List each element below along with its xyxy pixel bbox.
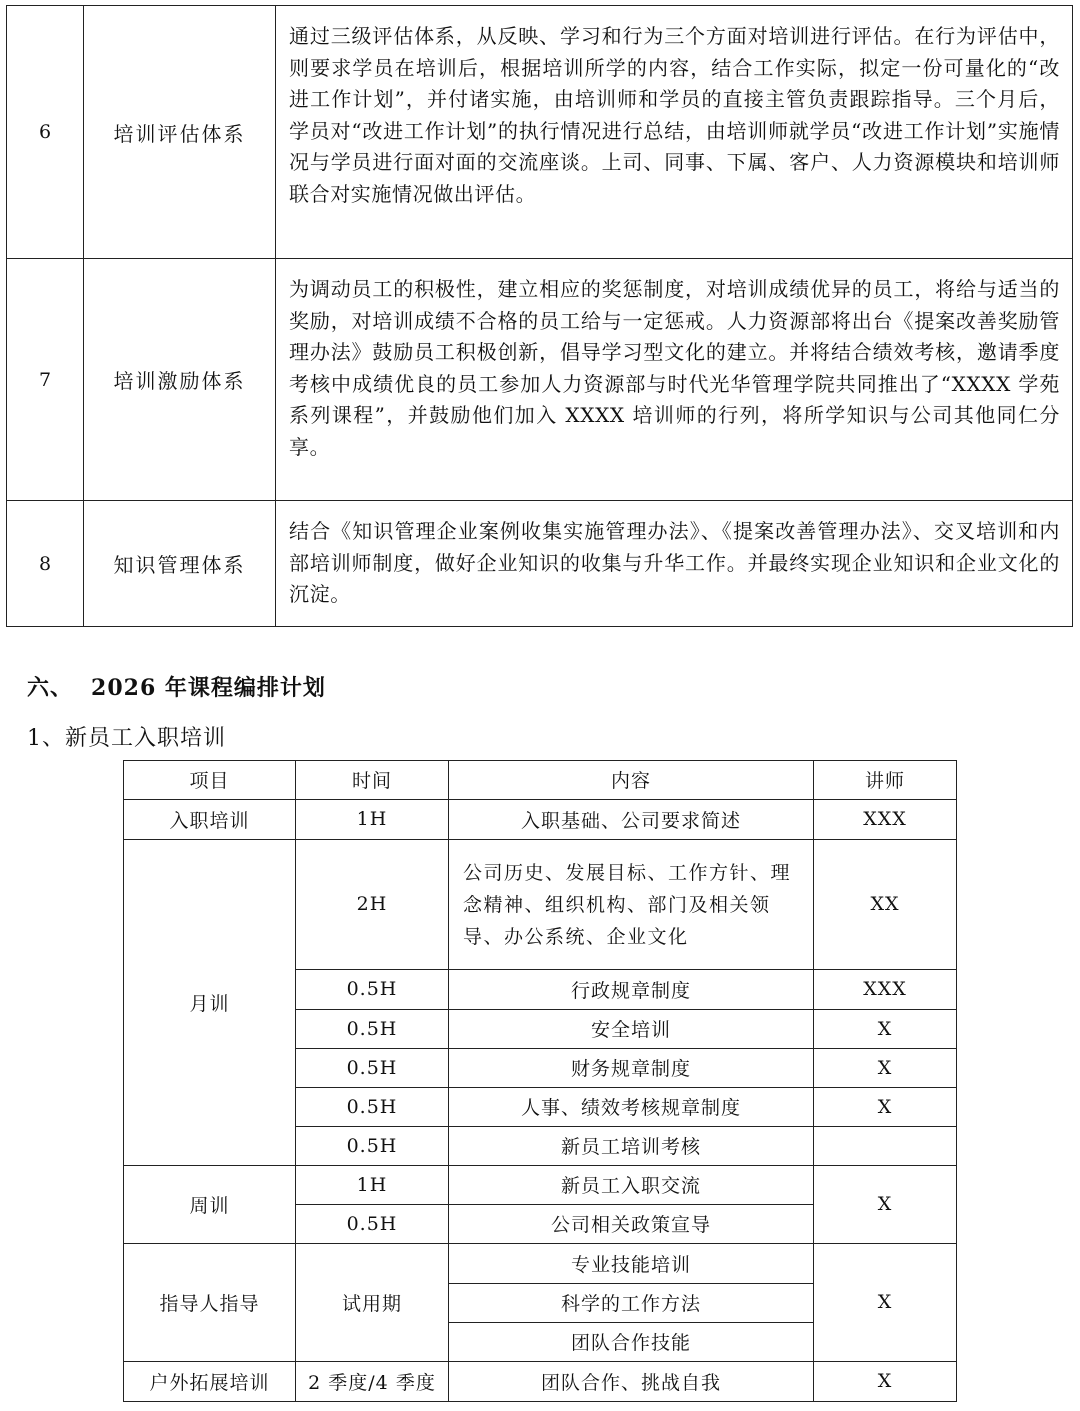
content-cell: 财务规章制度	[449, 1048, 814, 1087]
table-row	[124, 1243, 957, 1283]
row-number: 6	[7, 6, 84, 259]
lecturer-cell: X	[814, 1048, 957, 1087]
system-name: 培训评估体系	[84, 6, 276, 259]
section-heading	[27, 671, 326, 702]
content-cell: 专业技能培训	[449, 1243, 814, 1283]
item-cell: 周训	[124, 1165, 296, 1243]
system-name: 培训激励体系	[84, 259, 276, 501]
table-row	[124, 839, 957, 969]
system-name: 知识管理体系	[84, 501, 276, 627]
table-row	[124, 799, 957, 839]
time-cell: 0.5H	[296, 1087, 449, 1126]
content-cell: 人事、绩效考核规章制度	[449, 1087, 814, 1126]
system-description: 为调动员工的积极性，建立相应的奖惩制度，对培训成绩优异的员工，将给与适当的奖励，对培训成绩不合格的员工给与一定惩戒。人力资源部将出台《提案改善奖励管理办法》鼓励员工积极创新，倡导学习型文化的建立。并将结合绩效考核，邀请季度考核中成绩优良的员工参加人力资源部与时代光华管理学院共同推出了“XXXX 学苑系列课程”，并鼓励他们加入 XXXX 培训师的行列，将所学知识与公司其他同仁分享。	[276, 259, 1073, 501]
course-schedule-table	[123, 760, 957, 1402]
item-cell: 户外拓展培训	[124, 1361, 296, 1401]
time-cell: 0.5H	[296, 969, 449, 1009]
table-row	[7, 6, 1073, 259]
lecturer-cell	[814, 1126, 957, 1165]
row-number: 8	[7, 501, 84, 627]
item-cell: 指导人指导	[124, 1243, 296, 1361]
item-cell: 月训	[124, 839, 296, 1165]
lecturer-cell: X	[814, 1243, 957, 1361]
lecturer-cell: X	[814, 1165, 957, 1243]
training-system-table	[6, 5, 1073, 627]
time-cell: 2H	[296, 839, 449, 969]
lecturer-cell: X	[814, 1087, 957, 1126]
header-time: 时间	[296, 761, 449, 800]
time-cell: 0.5H	[296, 1009, 449, 1048]
time-cell: 试用期	[296, 1243, 449, 1361]
lecturer-cell: XX	[814, 839, 957, 969]
content-cell: 入职基础、公司要求简述	[449, 799, 814, 839]
content-cell: 团队合作、挑战自我	[449, 1361, 814, 1401]
content-cell: 科学的工作方法	[449, 1283, 814, 1322]
lecturer-cell: XXX	[814, 969, 957, 1009]
section-number: 六、	[27, 675, 74, 701]
time-cell: 1H	[296, 799, 449, 839]
table-row	[124, 1361, 957, 1401]
content-cell: 公司历史、发展目标、工作方针、理念精神、组织机构、部门及相关领导、办公系统、企业文化	[449, 839, 814, 969]
section-title: 2026 年课程编排计划	[91, 675, 326, 701]
content-cell: 公司相关政策宣导	[449, 1204, 814, 1243]
time-cell: 0.5H	[296, 1126, 449, 1165]
time-cell: 0.5H	[296, 1204, 449, 1243]
item-cell: 入职培训	[124, 799, 296, 839]
system-description: 通过三级评估体系，从反映、学习和行为三个方面对培训进行评估。在行为评估中，则要求学员在培训后，根据培训所学的内容，结合工作实际，拟定一份可量化的“改进工作计划”，并付诸实施，由培训师和学员的直接主管负责跟踪指导。三个月后，学员对“改进工作计划”的执行情况进行总结，由培训师就学员“改进工作计划”实施情况与学员进行面对面的交流座谈。上司、同事、下属、客户、人力资源模块和培训师联合对实施情况做出评估。	[276, 6, 1073, 259]
table-row	[7, 501, 1073, 627]
table-row	[7, 259, 1073, 501]
content-cell: 新员工培训考核	[449, 1126, 814, 1165]
time-cell: 1H	[296, 1165, 449, 1204]
system-description: 结合《知识管理企业案例收集实施管理办法》、《提案改善管理办法》、交叉培训和内部培训师制度，做好企业知识的收集与升华工作。并最终实现企业知识和企业文化的沉淀。	[276, 501, 1073, 627]
time-cell: 0.5H	[296, 1048, 449, 1087]
content-cell: 团队合作技能	[449, 1322, 814, 1361]
header-content: 内容	[449, 761, 814, 800]
subsection-heading: 1、新员工入职培训	[27, 726, 226, 751]
content-cell: 新员工入职交流	[449, 1165, 814, 1204]
header-item: 项目	[124, 761, 296, 800]
content-cell: 安全培训	[449, 1009, 814, 1048]
lecturer-cell: X	[814, 1009, 957, 1048]
lecturer-cell: X	[814, 1361, 957, 1401]
lecturer-cell: XXX	[814, 799, 957, 839]
time-cell: 2 季度/4 季度	[296, 1361, 449, 1401]
header-row	[124, 761, 957, 800]
header-lecturer: 讲师	[814, 761, 957, 800]
table-row	[124, 1165, 957, 1204]
row-number: 7	[7, 259, 84, 501]
content-cell: 行政规章制度	[449, 969, 814, 1009]
